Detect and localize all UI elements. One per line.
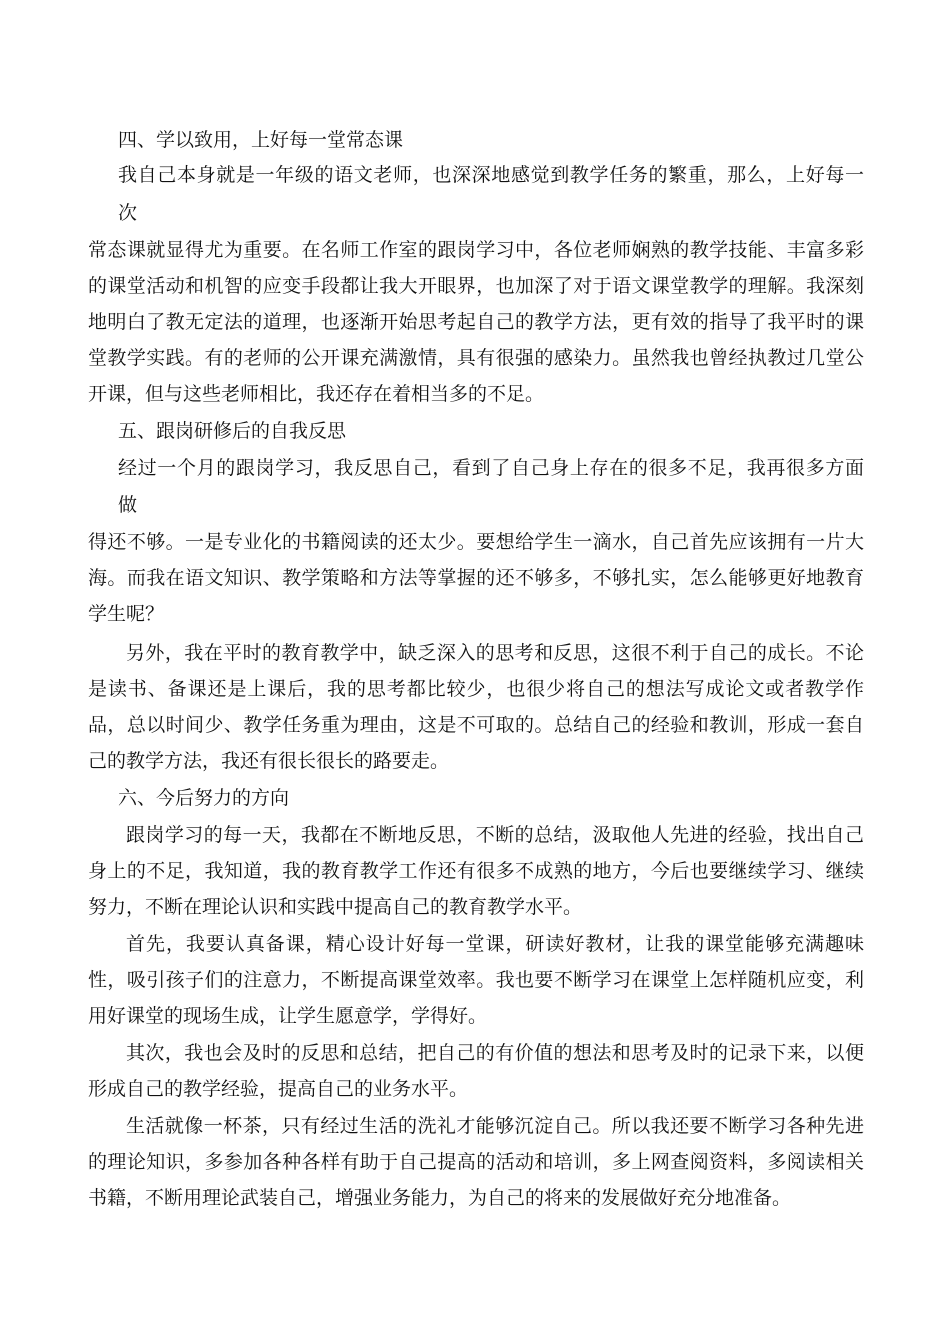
paragraph-line: 常态课就显得尤为重要。在名师工作室的跟岗学习中，各位老师娴熟的教学技能、丰富多彩 xyxy=(88,239,864,261)
paragraph-line: 海。而我在语文知识、教学策略和方法等掌握的还不够多，不够扎实，怎么能够更好地教育 xyxy=(88,567,864,589)
paragraph-line: 性，吸引孩子们的注意力，不断提高课堂效率。我也要不断学习在课堂上怎样随机应变，利 xyxy=(88,969,864,991)
paragraph-line: 生活就像一杯茶，只有经过生活的洗礼才能够沉淀自己。所以我还要不断学习各种先进 xyxy=(126,1115,864,1137)
paragraph-line: 其次，我也会及时的反思和总结，把自己的有价值的想法和思考及时的记录下来，以便 xyxy=(126,1042,864,1064)
paragraph-line: 的理论知识，多参加各种各样有助于自己提高的活动和培训，多上网查阅资料，多阅读相关 xyxy=(88,1151,864,1173)
paragraph-line: 书籍，不断用理论武装自己，增强业务能力，为自己的将来的发展做好充分地准备。 xyxy=(88,1187,792,1209)
paragraph-line: 我自己本身就是一年级的语文老师，也深深地感觉到教学任务的繁重，那么，上好每一 xyxy=(118,164,864,186)
paragraph-line: 经过一个月的跟岗学习，我反思自己，看到了自己身上存在的很多不足，我再很多方面 xyxy=(118,457,864,479)
paragraph-line: 另外，我在平时的教育教学中，缺乏深入的思考和反思，这很不利于自己的成长。不论 xyxy=(126,642,864,664)
section-heading: 六、今后努力的方向 xyxy=(118,787,290,809)
paragraph-line: 开课，但与这些老师相比，我还存在着相当多的不足。 xyxy=(88,383,545,405)
paragraph-line: 用好课堂的现场生成，让学生愿意学，学得好。 xyxy=(88,1005,488,1027)
paragraph-line: 学生呢？ xyxy=(88,603,165,625)
section-heading: 五、跟岗研修后的自我反思 xyxy=(118,420,347,442)
paragraph-line: 己的教学方法，我还有很长很长的路要走。 xyxy=(88,750,450,772)
paragraph-line: 跟岗学习的每一天，我都在不断地反思，不断的总结，汲取他人先进的经验，找出自己 xyxy=(126,824,864,846)
section-heading: 四、学以致用，上好每一堂常态课 xyxy=(118,129,404,151)
paragraph-line: 得还不够。一是专业化的书籍阅读的还太少。要想给学生一滴水，自己首先应该拥有一片大 xyxy=(88,531,864,553)
paragraph-line: 的课堂活动和机智的应变手段都让我大开眼界，也加深了对于语文课堂教学的理解。我深刻 xyxy=(88,275,864,297)
paragraph-line: 努力，不断在理论认识和实践中提高自己的教育教学水平。 xyxy=(88,896,583,918)
paragraph-line: 首先，我要认真备课，精心设计好每一堂课，研读好教材，让我的课堂能够充满趣味 xyxy=(126,933,864,955)
paragraph-line: 堂教学实践。有的老师的公开课充满激情，具有很强的感染力。虽然我也曾经执教过几堂公 xyxy=(88,347,864,369)
paragraph-line: 地明白了教无定法的道理，也逐渐开始思考起自己的教学方法，更有效的指导了我平时的课 xyxy=(88,311,864,333)
paragraph-line: 身上的不足，我知道，我的教育教学工作还有很多不成熟的地方，今后也要继续学习、继续 xyxy=(88,860,864,882)
paragraph-line: 做 xyxy=(118,494,138,516)
paragraph-line: 次 xyxy=(118,202,138,224)
paragraph-line: 是读书、备课还是上课后，我的思考都比较少，也很少将自己的想法写成论文或者教学作 xyxy=(88,678,864,700)
paragraph-line: 品，总以时间少、教学任务重为理由，这是不可取的。总结自己的经验和教训，形成一套自 xyxy=(88,714,864,736)
paragraph-line: 形成自己的教学经验，提高自己的业务水平。 xyxy=(88,1078,469,1100)
